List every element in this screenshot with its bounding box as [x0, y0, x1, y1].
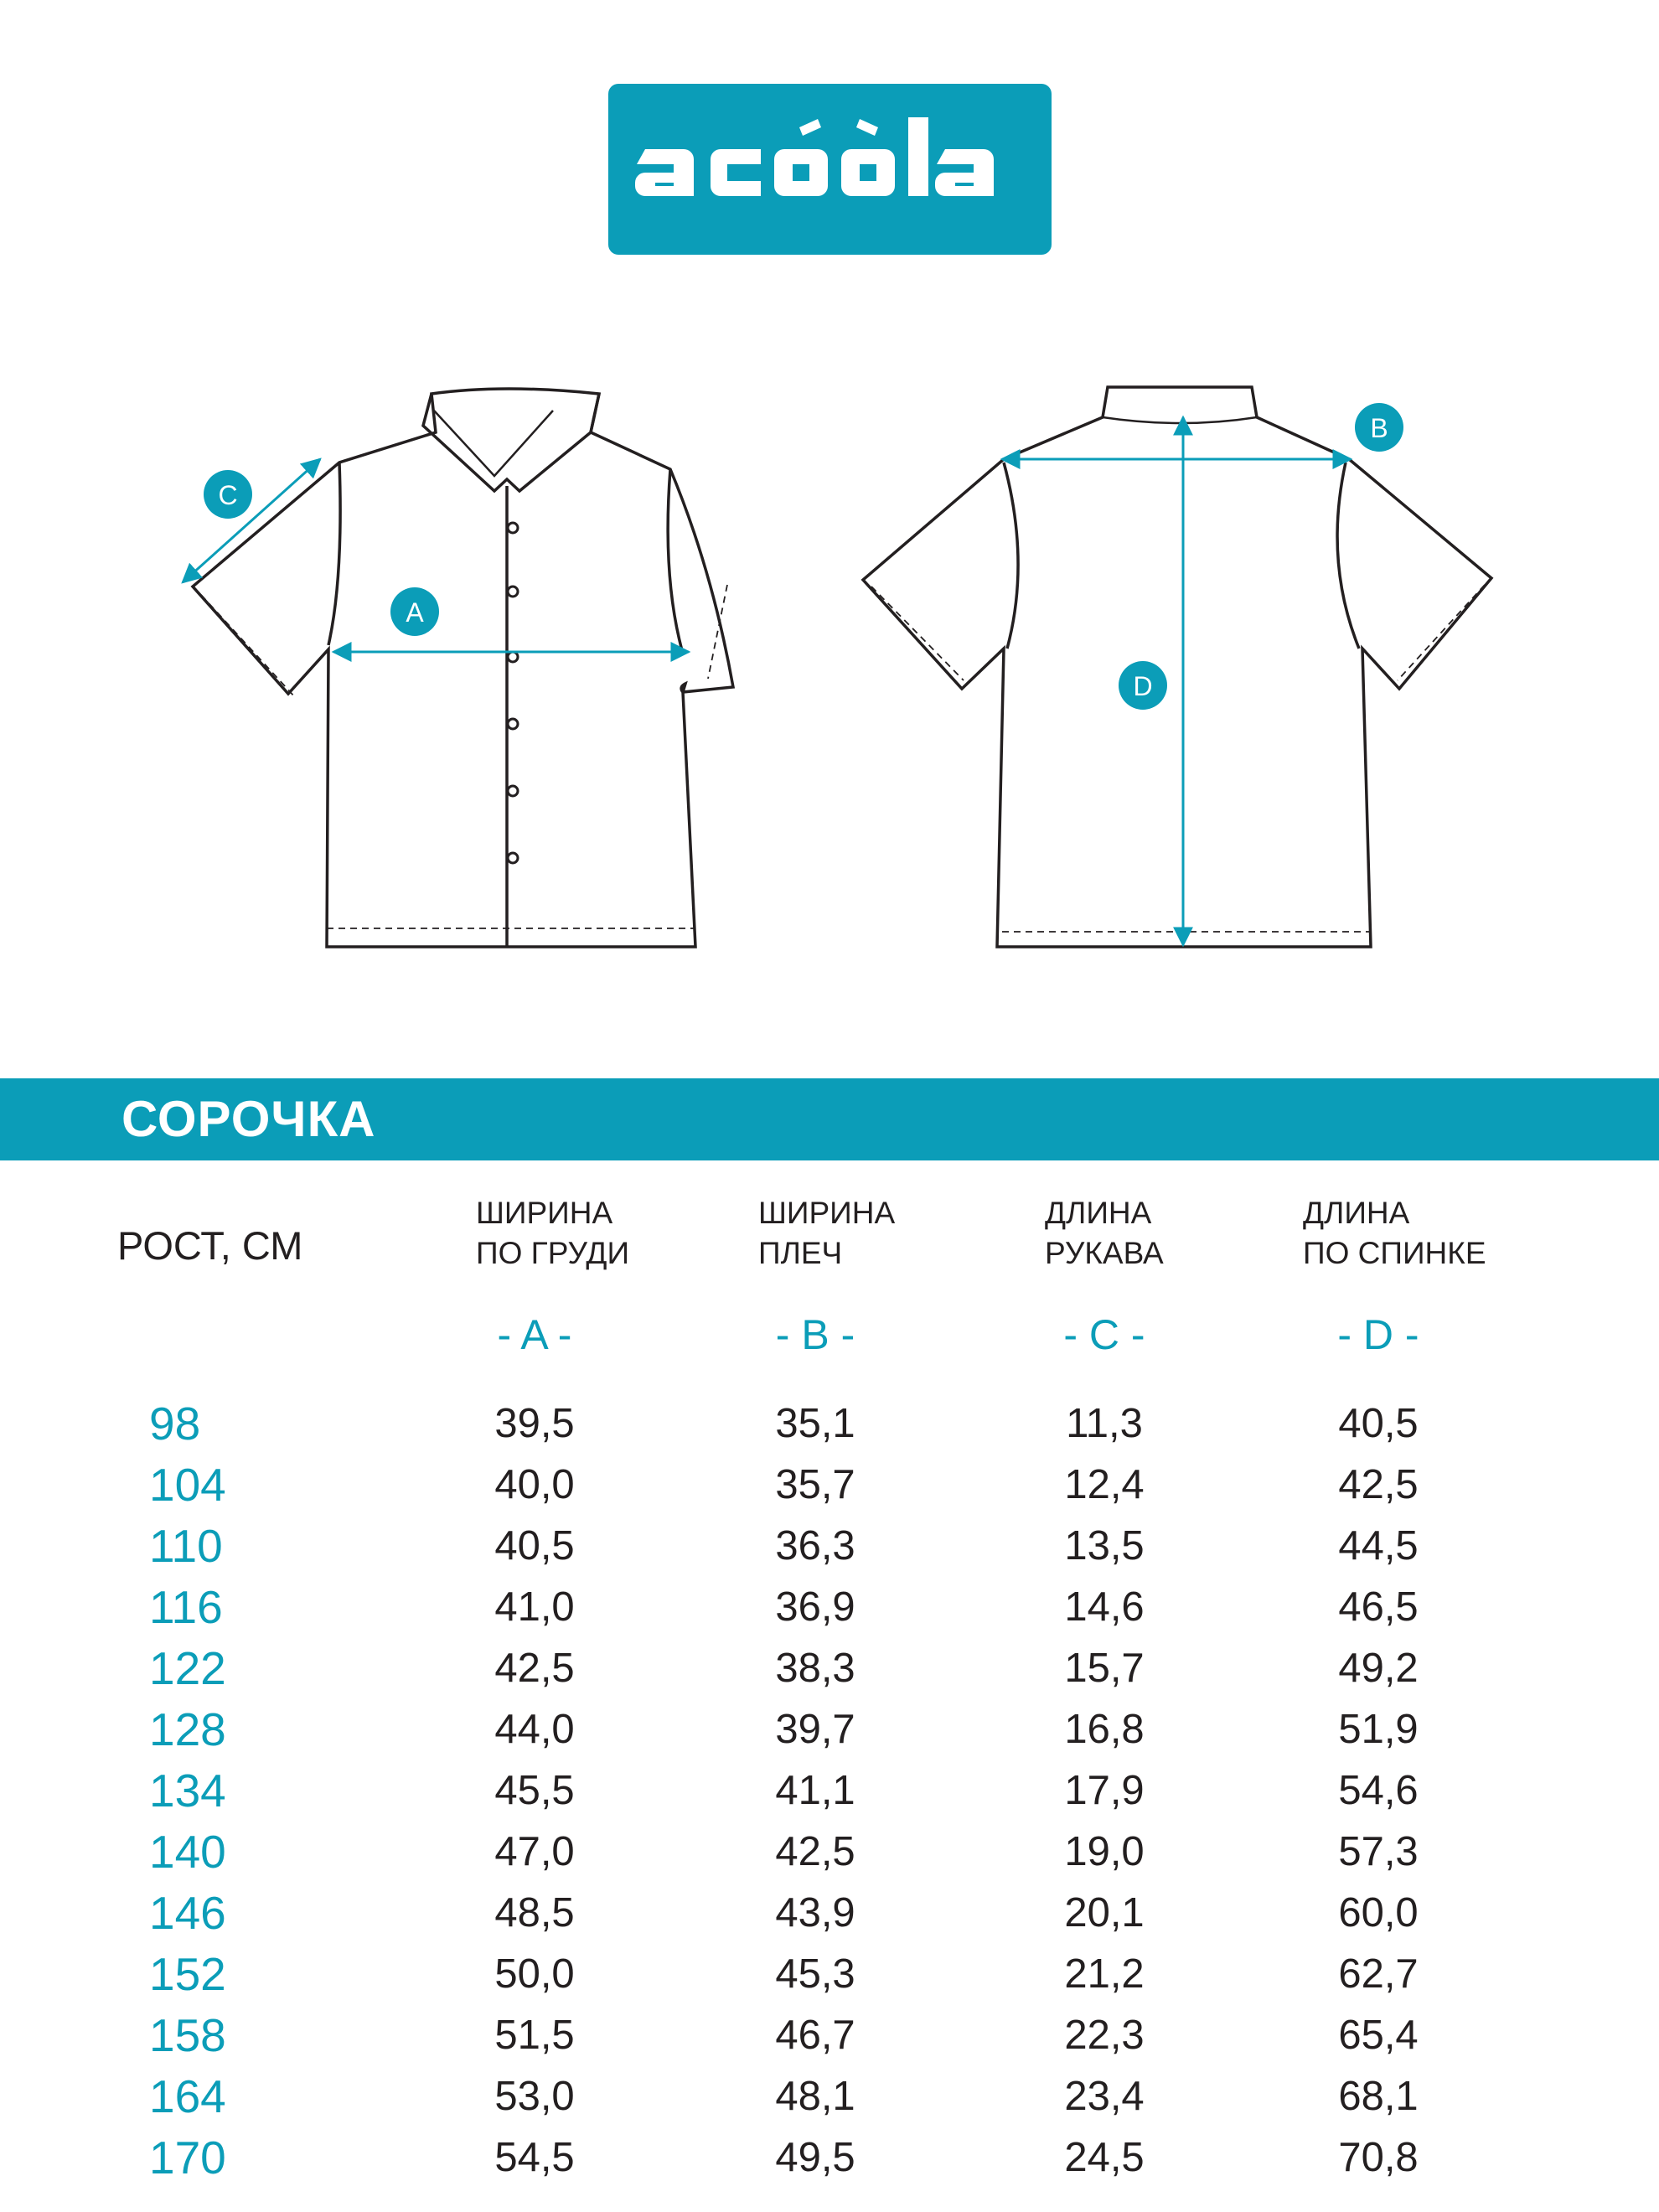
- marker-c-label: C: [218, 480, 238, 510]
- front-buttons: [508, 523, 518, 863]
- table-row: [0, 1883, 1659, 1943]
- shirt-back-drawing: [863, 387, 1491, 947]
- table-row: [0, 2066, 1659, 2127]
- row-back-length: 57,3: [1338, 1829, 1419, 1874]
- row-sleeve-length: 14,6: [1064, 1584, 1145, 1630]
- row-back-length: 60,0: [1338, 1890, 1419, 1936]
- row-back-length: 54,6: [1338, 1768, 1419, 1813]
- row-sleeve-length: 11,3: [1066, 1401, 1143, 1446]
- table-row: [0, 2127, 1659, 2188]
- row-chest-width: 48,5: [494, 1890, 575, 1936]
- row-height: 110: [149, 1520, 223, 1572]
- table-row: [0, 1455, 1659, 1515]
- code-c: - C -: [1063, 1311, 1145, 1358]
- marker-b: [1355, 403, 1403, 452]
- row-sleeve-length: 20,1: [1064, 1890, 1145, 1936]
- row-height: 122: [149, 1642, 226, 1694]
- row-shoulder-width: 45,3: [775, 1951, 855, 1997]
- row-back-length: 49,2: [1338, 1646, 1419, 1691]
- row-height: 128: [149, 1703, 226, 1755]
- header-back-length: [1303, 1193, 1486, 1274]
- row-shoulder-width: 48,1: [775, 2074, 855, 2119]
- table-row: [0, 1944, 1659, 2004]
- row-height: 134: [149, 1765, 226, 1817]
- row-back-length: 46,5: [1338, 1584, 1419, 1630]
- row-height: 170: [149, 2132, 226, 2184]
- marker-c: [204, 470, 252, 519]
- table-row: [0, 1638, 1659, 1698]
- row-back-length: 68,1: [1338, 2074, 1419, 2119]
- row-chest-width: 53,0: [494, 2074, 575, 2119]
- row-height: 116: [149, 1581, 223, 1633]
- row-shoulder-width: 39,7: [775, 1707, 855, 1752]
- shirt-technical-drawing: [0, 369, 1659, 972]
- row-shoulder-width: 35,1: [775, 1401, 855, 1446]
- row-sleeve-length: 22,3: [1064, 2013, 1145, 2058]
- header-sleeve-length-line1: ДЛИНА: [1045, 1196, 1152, 1230]
- table-row: [0, 1822, 1659, 1882]
- row-sleeve-length: 13,5: [1064, 1523, 1145, 1569]
- row-back-length: 65,4: [1338, 2013, 1419, 2058]
- header-shoulder-width-line1: ШИРИНА: [758, 1196, 896, 1230]
- row-back-length: 51,9: [1338, 1707, 1419, 1752]
- garment-title-banner: [0, 1078, 1659, 1160]
- header-back-length-line2: ПО СПИНКЕ: [1303, 1236, 1486, 1270]
- row-sleeve-length: 15,7: [1064, 1646, 1145, 1691]
- row-sleeve-length: 12,4: [1064, 1462, 1145, 1507]
- table-row: [0, 1699, 1659, 1760]
- row-height: 152: [149, 1948, 226, 2000]
- header-sleeve-length-line2: РУКАВА: [1045, 1236, 1164, 1270]
- table-row: [0, 1577, 1659, 1637]
- marker-a: [390, 587, 439, 636]
- row-height: 104: [149, 1459, 226, 1511]
- header-height: РОСТ, СМ: [117, 1223, 303, 1268]
- row-chest-width: 47,0: [494, 1829, 575, 1874]
- row-height: 140: [149, 1826, 226, 1878]
- back-measure-lines: [1002, 417, 1351, 945]
- row-back-length: 40,5: [1338, 1401, 1419, 1446]
- code-a: - A -: [497, 1311, 572, 1358]
- header-shoulder-width: [758, 1193, 895, 1274]
- row-chest-width: 42,5: [494, 1646, 575, 1691]
- row-shoulder-width: 43,9: [775, 1890, 855, 1936]
- row-chest-width: 40,0: [494, 1462, 575, 1507]
- header-sleeve-length: [1045, 1193, 1164, 1274]
- row-chest-width: 41,0: [494, 1584, 575, 1630]
- row-sleeve-length: 16,8: [1064, 1707, 1145, 1752]
- row-sleeve-length: 17,9: [1064, 1768, 1145, 1813]
- garment-title: СОРОЧКА: [121, 1091, 376, 1147]
- header-chest-width-line1: ШИРИНА: [476, 1196, 613, 1230]
- marker-a-label: A: [406, 597, 424, 628]
- brand-logo: [608, 84, 1052, 255]
- row-shoulder-width: 36,9: [775, 1584, 855, 1630]
- row-back-length: 42,5: [1338, 1462, 1419, 1507]
- row-chest-width: 50,0: [494, 1951, 575, 1997]
- row-chest-width: 40,5: [494, 1523, 575, 1569]
- marker-b-label: B: [1370, 413, 1388, 443]
- header-chest-width: [476, 1193, 629, 1274]
- row-shoulder-width: 35,7: [775, 1462, 855, 1507]
- header-back-length-line1: ДЛИНА: [1303, 1196, 1410, 1230]
- row-shoulder-width: 41,1: [775, 1768, 855, 1813]
- table-row: [0, 2005, 1659, 2065]
- row-back-length: 62,7: [1338, 1951, 1419, 1997]
- row-height: 164: [149, 2070, 226, 2122]
- row-shoulder-width: 46,7: [775, 2013, 855, 2058]
- code-d: - D -: [1337, 1311, 1419, 1358]
- row-shoulder-width: 42,5: [775, 1829, 855, 1874]
- header-shoulder-width-line2: ПЛЕЧ: [758, 1236, 843, 1270]
- row-sleeve-length: 21,2: [1064, 1951, 1145, 1997]
- row-chest-width: 45,5: [494, 1768, 575, 1813]
- row-sleeve-length: 24,5: [1064, 2135, 1145, 2180]
- row-sleeve-length: 23,4: [1064, 2074, 1145, 2119]
- table-row: [0, 1516, 1659, 1576]
- row-chest-width: 44,0: [494, 1707, 575, 1752]
- code-b: - B -: [775, 1311, 855, 1358]
- row-height: 158: [149, 2009, 226, 2061]
- marker-d-label: D: [1133, 671, 1153, 701]
- marker-d: [1119, 661, 1167, 710]
- table-row: [0, 1760, 1659, 1821]
- header-chest-width-line2: ПО ГРУДИ: [476, 1236, 630, 1270]
- row-shoulder-width: 38,3: [775, 1646, 855, 1691]
- row-shoulder-width: 36,3: [775, 1523, 855, 1569]
- brand-logo-mark: [608, 84, 1052, 255]
- table-row: [0, 1393, 1659, 1454]
- row-height: 98: [149, 1398, 201, 1450]
- row-chest-width: 51,5: [494, 2013, 575, 2058]
- shirt-front-drawing: [193, 389, 733, 947]
- row-shoulder-width: 49,5: [775, 2135, 855, 2180]
- row-back-length: 44,5: [1338, 1523, 1419, 1569]
- row-chest-width: 54,5: [494, 2135, 575, 2180]
- row-back-length: 70,8: [1338, 2135, 1419, 2180]
- row-height: 146: [149, 1887, 226, 1939]
- row-sleeve-length: 19,0: [1064, 1829, 1145, 1874]
- row-chest-width: 39,5: [494, 1401, 575, 1446]
